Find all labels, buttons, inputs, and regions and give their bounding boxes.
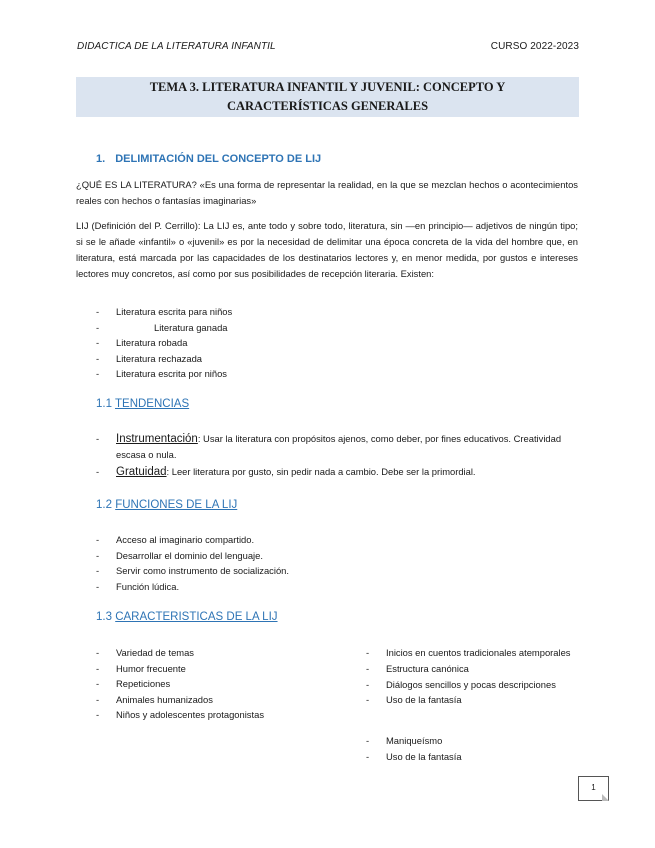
characteristics-list-right: [366, 645, 578, 708]
list-item: - Uso de la fantasía: [366, 750, 462, 762]
list-item: - Literatura robada: [96, 337, 188, 348]
list-item: - Instrumentación: Usar la literatura con propósitos ajenos, como deber, por fines educativos. Creatividad escasa o nula.: [96, 433, 562, 460]
list-item: - Gratuidad: Leer literatura por gusto, sin pedir nada a cambio. Debe ser la primordial.: [96, 466, 476, 478]
section-1-3-number: 1.3: [96, 611, 112, 623]
header-course-year: CURSO 2022-2023: [490, 41, 579, 52]
header-course-title: DIDACTICA DE LA LITERATURA INFANTIL: [77, 41, 276, 52]
section-1-2-heading: [96, 499, 237, 511]
list-item: - Literatura escrita para niños: [96, 306, 233, 317]
list-item: - Diálogos sencillos y pocas descripciones: [366, 678, 556, 690]
list-item: - Desarrollar el dominio del lenguaje.: [96, 549, 263, 561]
list-item: - Función lúdica.: [96, 580, 180, 592]
section-1-3-title: CARACTERISTICAS DE LA LIJ: [115, 611, 278, 623]
section-1-number: 1.: [96, 153, 106, 165]
literature-definition-paragraph: ¿QUÉ ES LA LITERATURA? «Es una forma de representar la realidad, en la que se mezclan hechos o acontecimientos reales con hechos o fantasías imaginarias»: [76, 179, 578, 206]
list-item: - Literatura ganada: [96, 321, 228, 333]
tendencies-list: [96, 431, 578, 480]
list-item: - Repeticiones: [96, 678, 171, 689]
list-item: - Inicios en cuentos tradicionales atemporales: [366, 647, 571, 658]
section-1-2-number: 1.2: [96, 499, 112, 511]
list-item: - Uso de la fantasía: [366, 694, 462, 705]
list-item: - Maniqueísmo: [366, 735, 443, 746]
list-item: - Estructura canónica: [366, 663, 469, 674]
list-item: - Humor frecuente: [96, 662, 186, 674]
section-1-1-heading: [96, 398, 189, 410]
title-line-2: CARACTERÍSTICAS GENERALES: [226, 99, 429, 113]
list-item: - Animales humanizados: [96, 693, 213, 705]
term-instrumentacion: Instrumentación: [116, 433, 198, 445]
term-gratuidad: Gratuidad: [116, 466, 167, 478]
section-1-heading: [96, 153, 321, 165]
section-1-2-title: FUNCIONES DE LA LIJ: [115, 499, 238, 511]
page-number: 1: [591, 783, 596, 792]
lij-definition-paragraph: LIJ (Definición del P. Cerrillo): La LIJ es, ante todo y sobre todo, literatura, sin —en principio— adjetivos de ningún tipo; si se le añade «infantil» o «juvenil» es por la necesidad de delimitar una época concreta de la vida del hombre que, en literatura, está marcada por las capacidades de los destinatarios lectores y, en menor medida, por gustos e intereses lectores muy concretos, así como por sus posibilidades de recepción literaria. Existen:: [76, 220, 578, 279]
section-1-1-title: TENDENCIAS: [115, 398, 190, 410]
list-item: - Acceso al imaginario compartido.: [96, 534, 255, 545]
section-1-title: DELIMITACIÓN DEL CONCEPTO DE LIJ: [115, 153, 322, 165]
list-item: - Variedad de temas: [96, 647, 194, 658]
characteristics-list-right-extra: [366, 733, 462, 764]
list-item: - Literatura escrita por niños: [96, 368, 227, 379]
list-item: - Literatura rechazada: [96, 352, 202, 364]
title-line-1: TEMA 3. LITERATURA INFANTIL Y JUVENIL: CONCEPTO Y: [149, 80, 506, 94]
section-1-1-number: 1.1: [96, 398, 112, 410]
page-number-box: [578, 776, 609, 801]
section-1-3-heading: [96, 611, 278, 623]
list-item: - Niños y adolescentes protagonistas: [96, 709, 265, 720]
literature-types-list: [96, 304, 232, 382]
page-corner-fold: [602, 794, 609, 801]
document-title: [76, 77, 579, 117]
characteristics-list-left: [96, 645, 264, 723]
functions-list: [96, 532, 289, 594]
list-item: - Servir como instrumento de socialización.: [96, 565, 289, 576]
